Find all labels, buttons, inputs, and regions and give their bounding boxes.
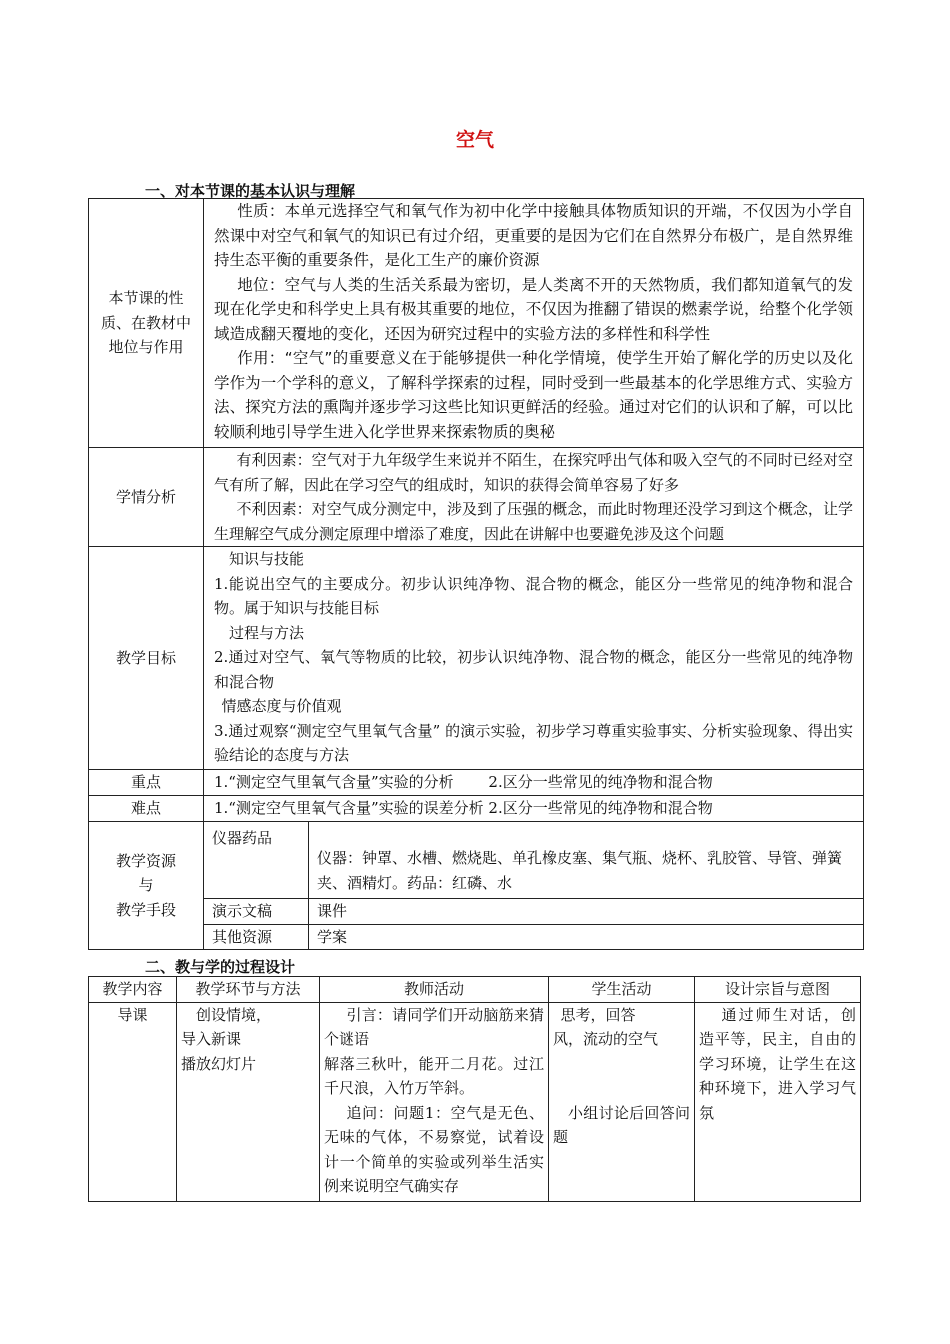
row-student: 思考，回答 风，流动的空气 小组讨论后回答问题 [549, 1002, 695, 1201]
slides-text: 课件 [309, 899, 864, 925]
section2-heading: 二、教与学的过程设计 [145, 958, 296, 976]
col-method-header: 教学环节与方法 [177, 977, 320, 1003]
process-header-row [89, 977, 861, 1003]
row-teacher: 引言：请同学们开动脑筋来猜个谜语 解落三秋叶，能开二月花。过江千尺浪，入竹万竿斜。 追问：问题1：空气是无色、无味的气体，不易察觉，试着设计一个简单的实验或列举生活实例来说明空气确实存 [320, 1002, 549, 1201]
other-row [89, 924, 864, 950]
row-content: 导课 [89, 1002, 177, 1201]
nature-p3: 作用：“空气”的重要意义在于能够提供一种化学情境，使学生开始了解化学的历史以及化学作为一个学科的意义，了解科学探索的过程，同时受到一些最基本的化学思维方式、实验方法、探究方法的熏陶并逐步学习这些比知识更鲜活的经验。通过对它们的认识和了解，可以比较顺利地引导学生进入化学世界来探索物质的奥秘 [214, 349, 853, 441]
col-intent-header: 设计宗旨与意图 [695, 977, 861, 1003]
goals-h2: 过程与方法 [229, 623, 305, 642]
learner-row [89, 448, 864, 547]
section1-heading: 一、对本节课的基本认识与理解 [145, 182, 356, 200]
nature-content [204, 199, 864, 448]
resources-label: 教学资源 与 教学手段 [89, 822, 204, 950]
nature-p2: 地位：空气与人类的生活关系最为密切，是人类离不开的天然物质，我们都知道氧气的发现在化学史和科学史上具有极其重要的地位，不仅因为推翻了错误的燃素学说，给整个化学领域造成翻天覆地的变化，还因为研究过程中的实验方法的多样性和科学性 [214, 275, 853, 343]
goals-g2: 2.通过对空气、氧气等物质的比较，初步认识纯净物、混合物的概念，能区分一些常见的纯净物和混合物 [214, 648, 853, 691]
col-teacher-header: 教师活动 [320, 977, 549, 1003]
key-label: 重点 [89, 770, 204, 796]
process-table [88, 976, 861, 1202]
row-method: 创设情境， 导入新课 播放幻灯片 [177, 1002, 320, 1201]
difficult-text: 1.“测定空气里氧气含量”实验的误差分析 2.区分一些常见的纯净物和混合物 [204, 796, 864, 822]
goals-g3: 3.通过观察“测定空气里氧气含量” 的演示实验，初步学习尊重实验事实、分析实验现象、得出实验结论的态度与方法 [214, 721, 853, 764]
nature-p1: 性质：本单元选择空气和氧气作为初中化学中接触具体物质知识的开端，不仅因为小学自然课中对空气和氧气的知识已有过介绍，更重要的是因为它们在自然界分布极广，是自然界维持生态平衡的重要条件，是化工生产的廉价资源 [214, 202, 853, 269]
instruments-text: 仪器：钟罩、水槽、燃烧匙、单孔橡皮塞、集气瓶、烧杯、乳胶管、导管、弹簧夹、酒精灯。药品：红磷、水 [309, 822, 864, 899]
slides-label: 演示文稿 [204, 899, 309, 925]
instruments-label: 仪器药品 [204, 822, 309, 899]
other-label: 其他资源 [204, 924, 309, 950]
instruments-row [89, 822, 864, 899]
learner-content [204, 448, 864, 547]
goals-g1: 1.能说出空气的主要成分。初步认识纯净物、混合物的概念，能区分一些常见的纯净物和混合物。属于知识与技能目标 [214, 574, 853, 617]
difficult-label: 难点 [89, 796, 204, 822]
key-row [89, 770, 864, 796]
nature-row [89, 199, 864, 448]
nature-label: 本节课的性质、在教材中地位与作用 [89, 199, 204, 448]
other-text: 学案 [309, 924, 864, 950]
page-title: 空气 [455, 129, 494, 151]
col-student-header: 学生活动 [549, 977, 695, 1003]
goals-row [89, 547, 864, 770]
key-text: 1.“测定空气里氧气含量”实验的分析 2.区分一些常见的纯净物和混合物 [204, 770, 864, 796]
goals-label: 教学目标 [89, 547, 204, 770]
difficult-row [89, 796, 864, 822]
goals-content [204, 547, 864, 770]
process-row [89, 1002, 861, 1201]
learner-p2: 不利因素：对空气成分测定中，涉及到了压强的概念，而此时物理还没学习到这个概念，让学生理解空气成分测定原理中增添了难度，因此在讲解中也要避免涉及这个问题 [214, 500, 853, 543]
row-intent: 通过师生对话，创造平等，民主，自由的学习环境，让学生在这种环境下，进入学习气氛 [695, 1002, 861, 1201]
understanding-table [88, 198, 864, 950]
col-content-header: 教学内容 [89, 977, 177, 1003]
slides-row [89, 899, 864, 925]
learner-p1: 有利因素：空气对于九年级学生来说并不陌生，在探究呼出气体和吸入空气的不同时已经对空气有所了解，因此在学习空气的组成时，知识的获得会简单容易了好多 [214, 451, 853, 494]
goals-h3: 情感态度与价值观 [221, 697, 342, 715]
learner-label: 学情分析 [89, 448, 204, 547]
goals-h1: 知识与技能 [229, 550, 305, 568]
